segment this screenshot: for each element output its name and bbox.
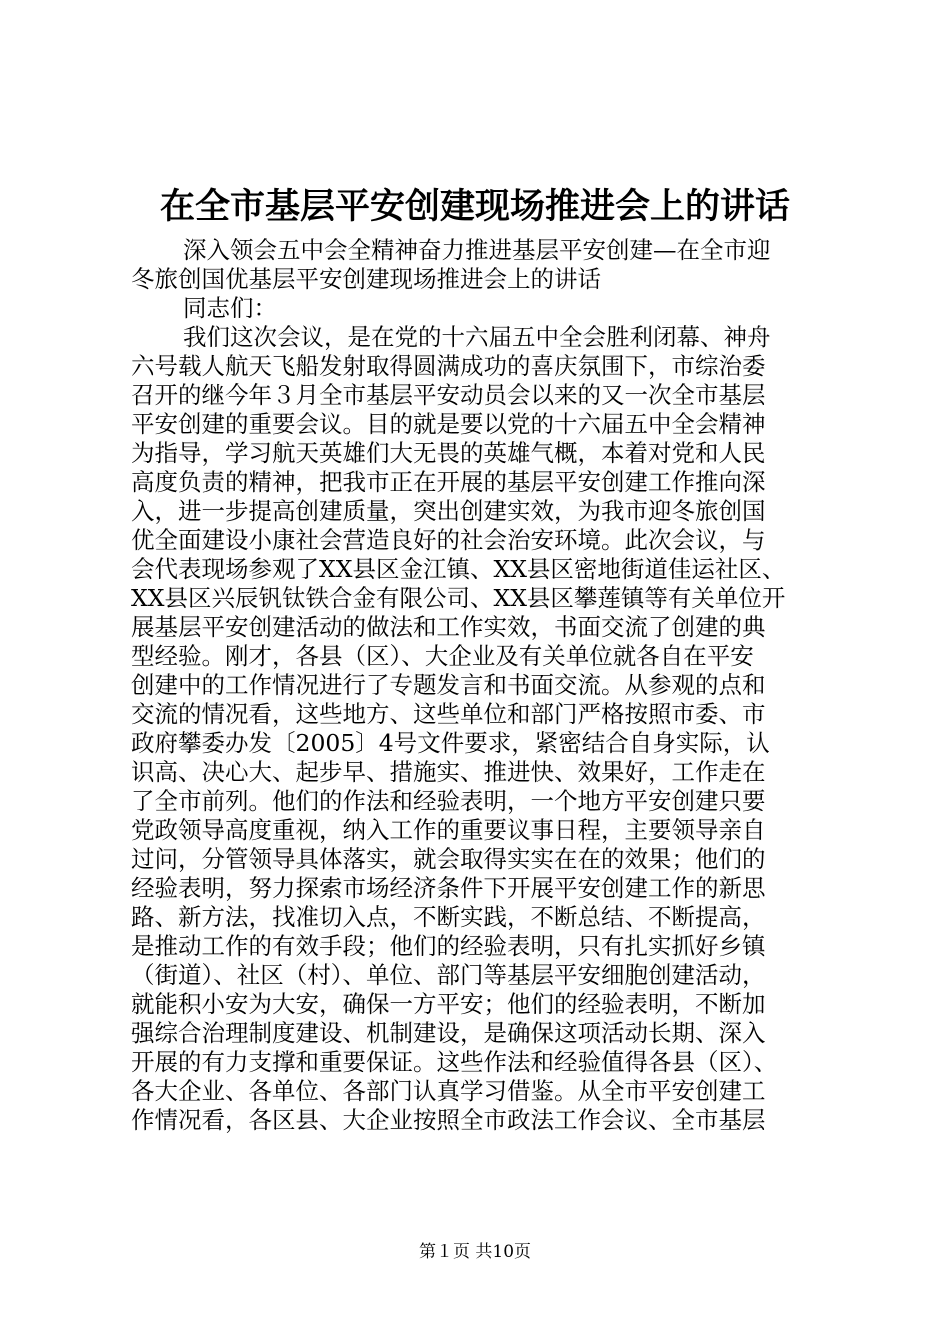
text-line: 我们这次会议，是在党的十六届五中全会胜利闭幕、神舟	[183, 323, 771, 351]
text-line: 高度负责的精神，把我市正在开展的基层平安创建工作推向深	[131, 468, 766, 496]
text-line: 各大企业、各单位、各部门认真学习借鉴。从全市平安创建工	[131, 1077, 766, 1105]
text-line: 政府攀委办发〔2005〕4号文件要求，紧密结合自身实际，认	[131, 729, 770, 757]
text-line: 经验表明，努力探索市场经济条件下开展平安创建工作的新思	[131, 874, 766, 902]
text-line: 开展的有力支撑和重要保证。这些作法和经验值得各县（区）、	[131, 1048, 778, 1076]
text-line: 展基层平安创建活动的做法和工作实效，书面交流了创建的典	[131, 613, 766, 641]
text-line: 强综合治理制度建设、机制建设，是确保这项活动长期、深入	[131, 1019, 766, 1047]
text-line: 路、新方法，找准切入点，不断实践，不断总结、不断提高，	[131, 903, 766, 931]
text-line: 识高、决心大、起步早、措施实、推进快、效果好，工作走在	[131, 758, 766, 786]
text-line: XX县区兴辰钒钛铁合金有限公司、XX县区攀莲镇等有关单位开	[131, 584, 786, 612]
text-line: 过问，分管领导具体落实，就会取得实实在在的效果；他们的	[131, 845, 766, 873]
salutation: 同志们：	[183, 294, 277, 322]
text-line: 就能积小安为大安，确保一方平安；他们的经验表明，不断加	[131, 990, 766, 1018]
document-title: 在全市基层平安创建现场推进会上的讲话	[159, 186, 790, 227]
text-line: 冬旅创国优基层平安创建现场推进会上的讲话	[131, 265, 601, 293]
text-line: 交流的情况看，这些地方、这些单位和部门严格按照市委、市	[131, 700, 766, 728]
document-body	[131, 236, 831, 1135]
text-line: 创建中的工作情况进行了专题发言和书面交流。从参观的点和	[131, 671, 766, 699]
text-line: 为指导，学习航天英雄们大无畏的英雄气概，本着对党和人民	[131, 439, 766, 467]
text-line: 召开的继今年３月全市基层平安动员会以来的又一次全市基层	[131, 381, 766, 409]
page-number-footer: 第１页 共10页	[418, 1242, 532, 1262]
text-line: 党政领导高度重视，纳入工作的重要议事日程，主要领导亲自	[131, 816, 766, 844]
text-line: 平安创建的重要会议。目的就是要以党的十六届五中全会精神	[131, 410, 766, 438]
text-line: （街道）、社区（村）、单位、部门等基层平安细胞创建活动，	[131, 961, 766, 989]
text-line: 型经验。刚才，各县（区）、大企业及有关单位就各自在平安	[131, 642, 754, 670]
text-line: 作情况看，各区县、大企业按照全市政法工作会议、全市基层	[131, 1106, 766, 1134]
text-line: 会代表现场参观了XX县区金江镇、XX县区密地街道佳运社区、	[131, 555, 786, 583]
text-line: 入，进一步提高创建质量，突出创建实效，为我市迎冬旅创国	[131, 497, 766, 525]
text-line: 了全市前列。他们的作法和经验表明，一个地方平安创建只要	[131, 787, 766, 815]
text-line: 优全面建设小康社会营造良好的社会治安环境。此次会议，与	[131, 526, 766, 554]
text-line: 六号载人航天飞船发射取得圆满成功的喜庆氛围下，市综治委	[131, 352, 766, 380]
text-line: 深入领会五中会全精神奋力推进基层平安创建—在全市迎	[183, 236, 771, 264]
text-line: 是推动工作的有效手段；他们的经验表明，只有扎实抓好乡镇	[131, 932, 766, 960]
